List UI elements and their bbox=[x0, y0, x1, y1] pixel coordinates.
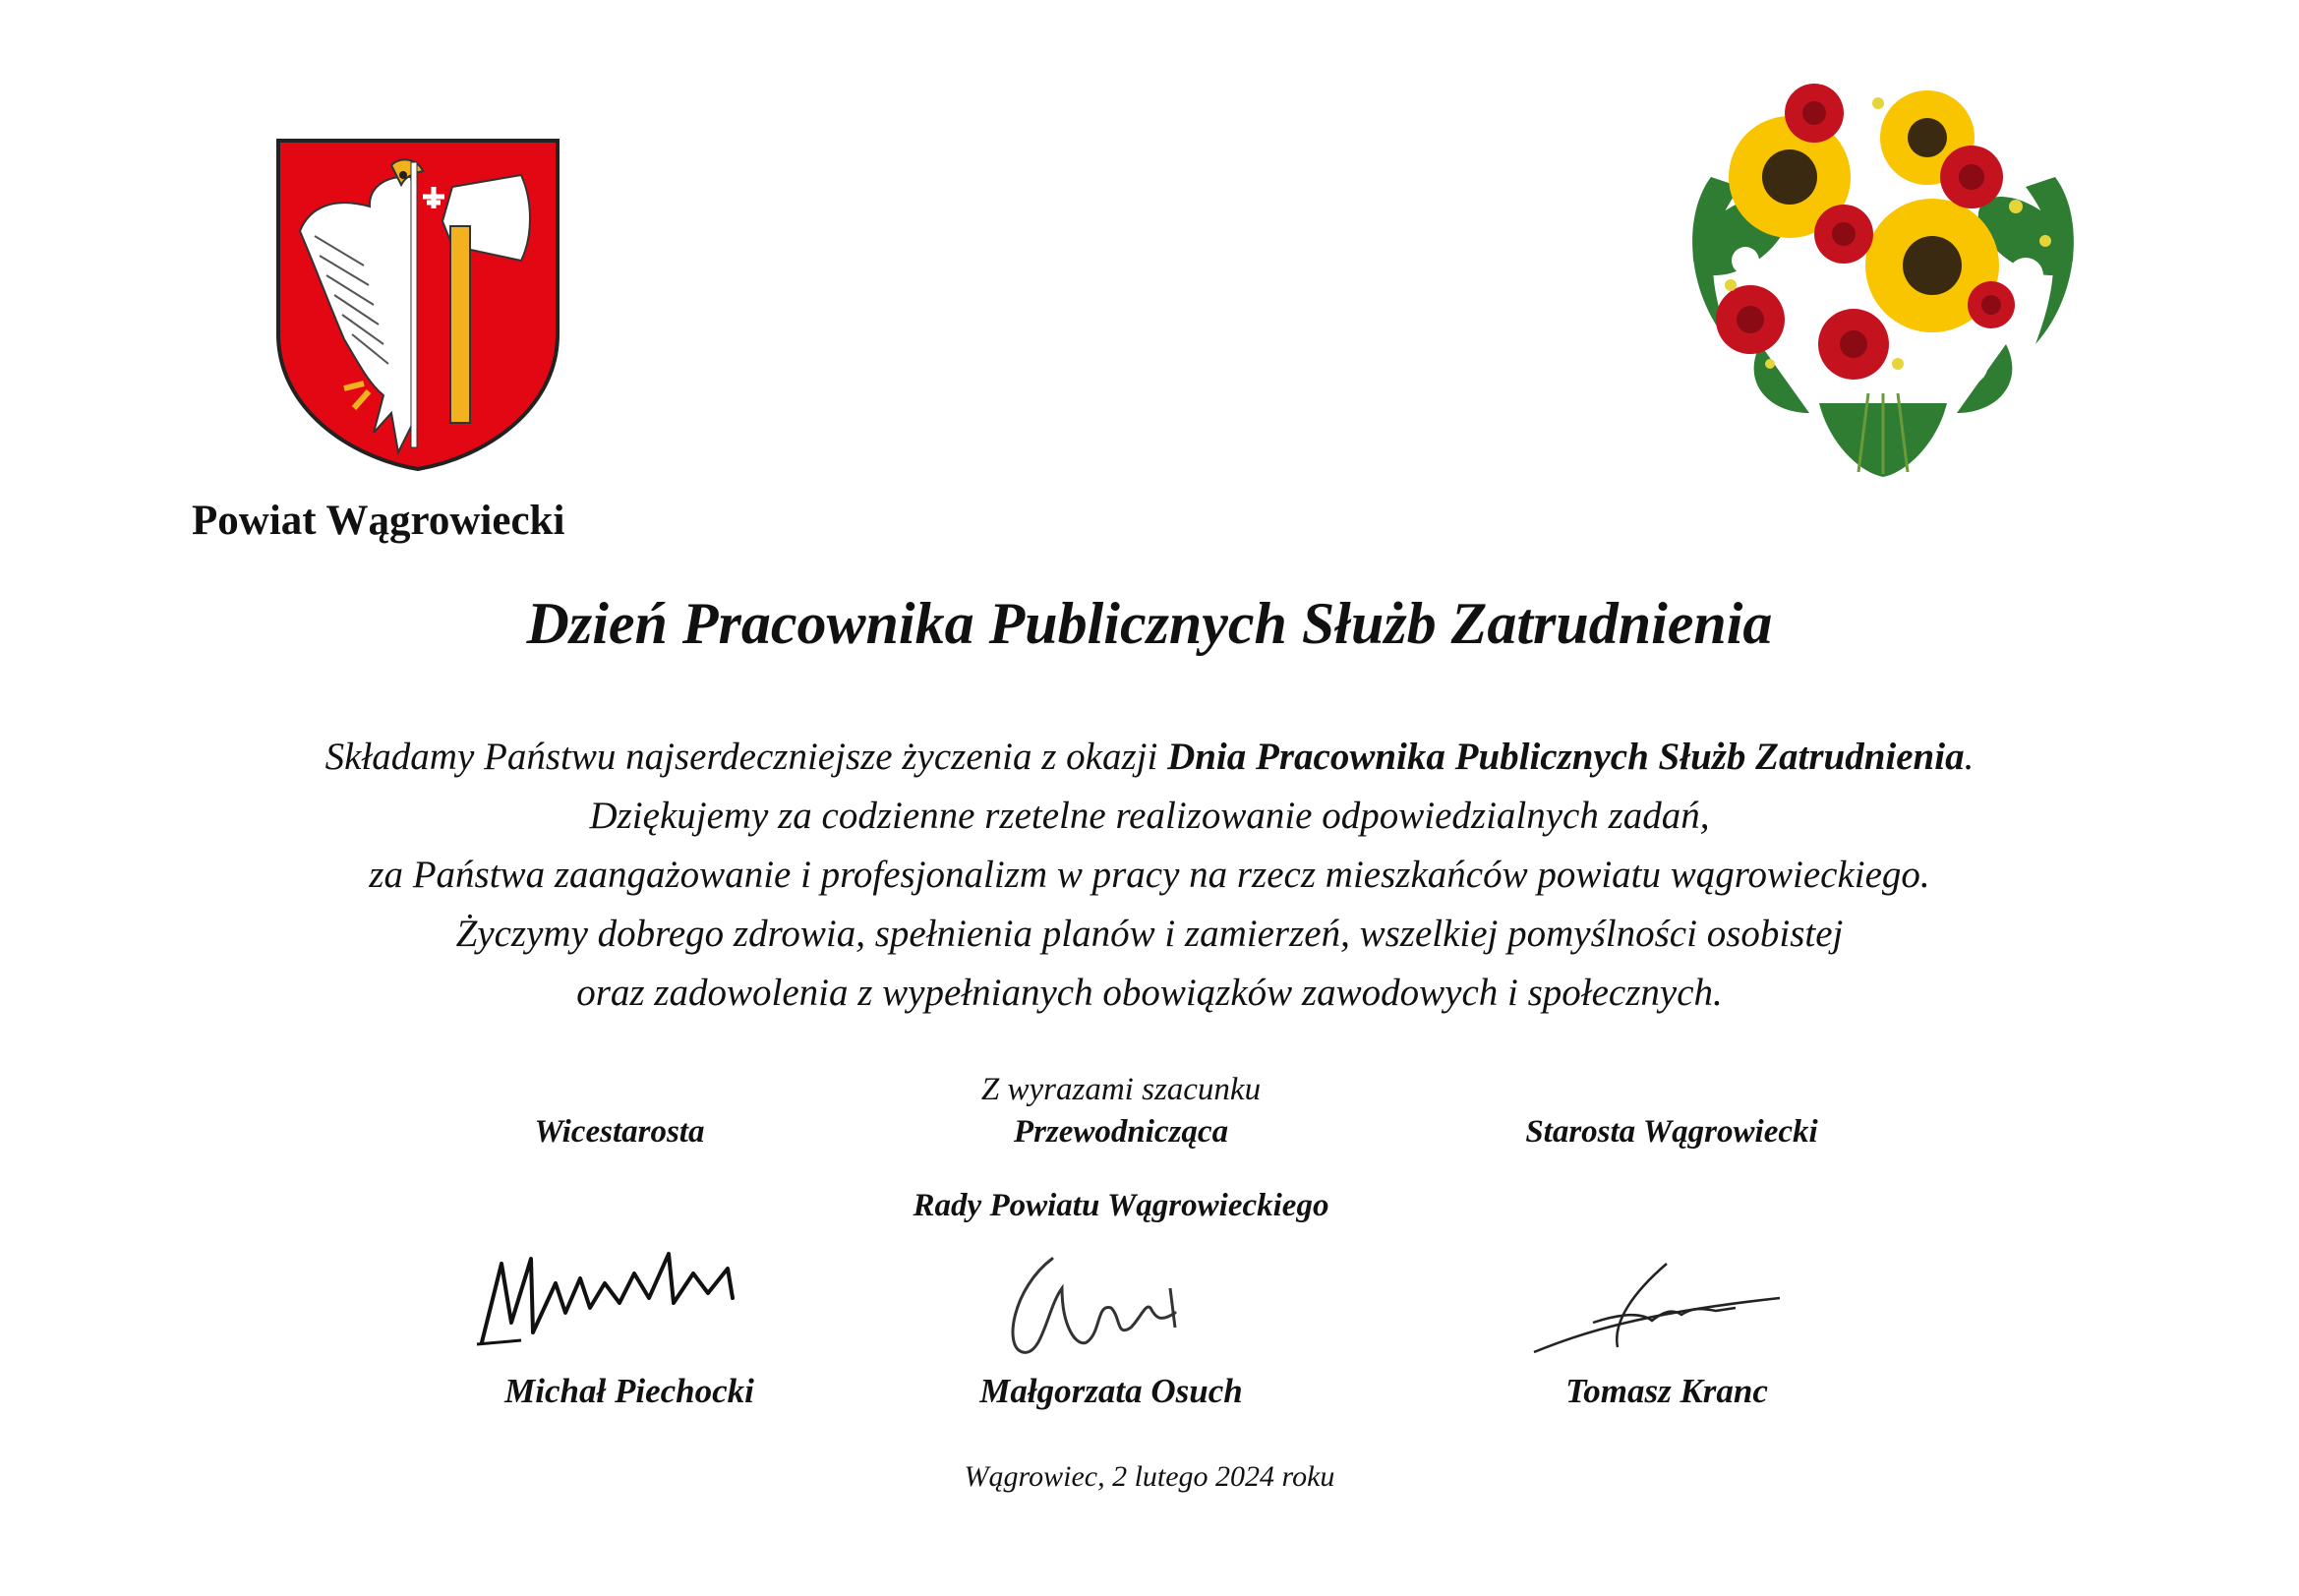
center-signature bbox=[993, 1249, 1200, 1367]
left-signature bbox=[472, 1244, 777, 1352]
right-signature bbox=[1524, 1254, 1790, 1362]
center-signer-name: Małgorzata Osuch bbox=[979, 1372, 1243, 1410]
left-signer-role: Wicestarosta bbox=[534, 1114, 705, 1150]
greeting-line-2: Dziękujemy za codzienne rzetelne realizowanie odpowiedzialnych zadań, bbox=[589, 795, 1710, 837]
place-and-date: Wągrowiec, 2 lutego 2024 roku bbox=[964, 1460, 1335, 1493]
center-signer-role-line1: Przewodnicząca bbox=[1013, 1114, 1229, 1150]
greeting-line-4: Życzymy dobrego zdrowia, spełnienia planów i zamierzeń, wszelkiej pomyślności osobistej bbox=[455, 913, 1844, 955]
county-name: Powiat Wągrowiecki bbox=[192, 498, 565, 544]
regards-text: Z wyrazami szacunku bbox=[980, 1072, 1262, 1107]
greeting-line-1 bbox=[0, 728, 2299, 787]
flower-bouquet-icon bbox=[1672, 69, 2094, 482]
greeting-line-3: za Państwa zaangażowanie i profesjonalizm w pracy na rzecz mieszkańców powiatu wągrowieckiego. bbox=[369, 854, 1930, 896]
greeting-text bbox=[0, 728, 2299, 1023]
center-signer-role-line2: Rady Powiatu Wągrowieckiego bbox=[913, 1188, 1329, 1223]
greeting-line-1-bold: Dnia Pracownika Publicznych Służb Zatrudnienia bbox=[1167, 736, 1965, 778]
right-signer-role: Starosta Wągrowiecki bbox=[1525, 1114, 1818, 1150]
coat-of-arms-icon bbox=[275, 138, 560, 472]
document-title: Dzień Pracownika Publicznych Służb Zatrudnienia bbox=[526, 591, 1773, 656]
greeting-line-1-suffix: . bbox=[1964, 736, 1975, 778]
left-signer-name: Michał Piechocki bbox=[504, 1372, 754, 1410]
greeting-line-1-prefix: Składamy Państwu najserdeczniejsze życzenia z okazji bbox=[324, 736, 1168, 778]
greeting-line-5: oraz zadowolenia z wypełnianych obowiązków zawodowych i społecznych. bbox=[576, 972, 1723, 1014]
right-signer-name: Tomasz Kranc bbox=[1565, 1372, 1768, 1410]
